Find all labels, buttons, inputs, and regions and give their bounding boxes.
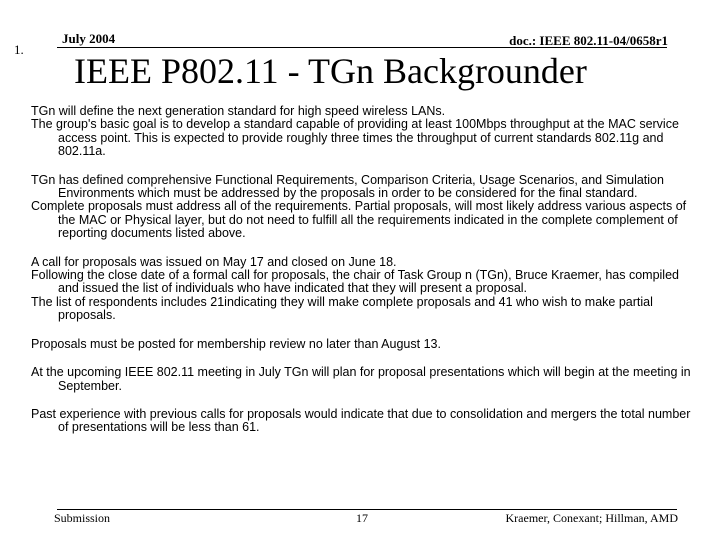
body-group [31, 408, 696, 435]
body-group [31, 366, 696, 393]
body-paragraph: Following the close date of a formal call for proposals, the chair of Task Group n (TGn), Bruce Kraemer, has compiled and issued the list of individuals who have indicated that they will present a proposal. [31, 268, 679, 296]
slide-number: 1. [14, 42, 24, 57]
header-date: July 2004 [62, 31, 116, 46]
body-group [31, 338, 696, 351]
body-paragraph: The list of respondents includes 21indicating they will make complete proposals and 41 who wish to make partial proposals. [31, 294, 653, 323]
body-paragraph: A call for proposals was issued on May 17 and closed on June 18. [31, 254, 397, 269]
header-doc-id: doc.: IEEE 802.11-04/0658r1 [509, 33, 668, 48]
body-paragraph: TGn has defined comprehensive Functional Requirements, Comparison Criteria, Usage Scenarios, and Simulation Environments which must be addressed by the proposals in order to be considered for the final standard. [31, 172, 664, 201]
footer-divider [57, 509, 677, 510]
body-group [31, 105, 696, 159]
body-paragraph: TGn will define the next generation standard for high speed wireless LANs. [31, 104, 446, 118]
footer-page-number: 17 [356, 511, 368, 525]
header-divider [57, 47, 667, 48]
footer-submission: Submission [54, 511, 111, 525]
body-group [31, 174, 696, 241]
slide-title: IEEE P802.11 - TGn Backgrounder [74, 51, 587, 91]
body-paragraph: Complete proposals must address all of the requirements. Partial proposals, will most likely address various aspects of the MAC or Physical layer, but do not need to fulfill all the requirements indicated in the complete complement of reporting documents listed above. [31, 199, 687, 241]
slide-body [31, 105, 696, 450]
body-paragraph: At the upcoming IEEE 802.11 meeting in July TGn will plan for proposal presentations which will begin at the meeting in September. [31, 365, 691, 393]
body-paragraph: The group's basic goal is to develop a standard capable of providing at least 100Mbps throughput at the MAC service access point. This is expected to provide roughly three times the throughput of current standards 802.11g and 802.11a. [31, 117, 679, 159]
body-paragraph: Past experience with previous calls for proposals would indicate that due to consolidation and mergers the total number of presentations will be less than 61. [31, 406, 691, 435]
footer-authors: Kraemer, Conexant; Hillman, AMD [505, 511, 678, 525]
body-group [31, 256, 696, 323]
body-paragraph: Proposals must be posted for membership review no later than August 13. [31, 336, 441, 351]
